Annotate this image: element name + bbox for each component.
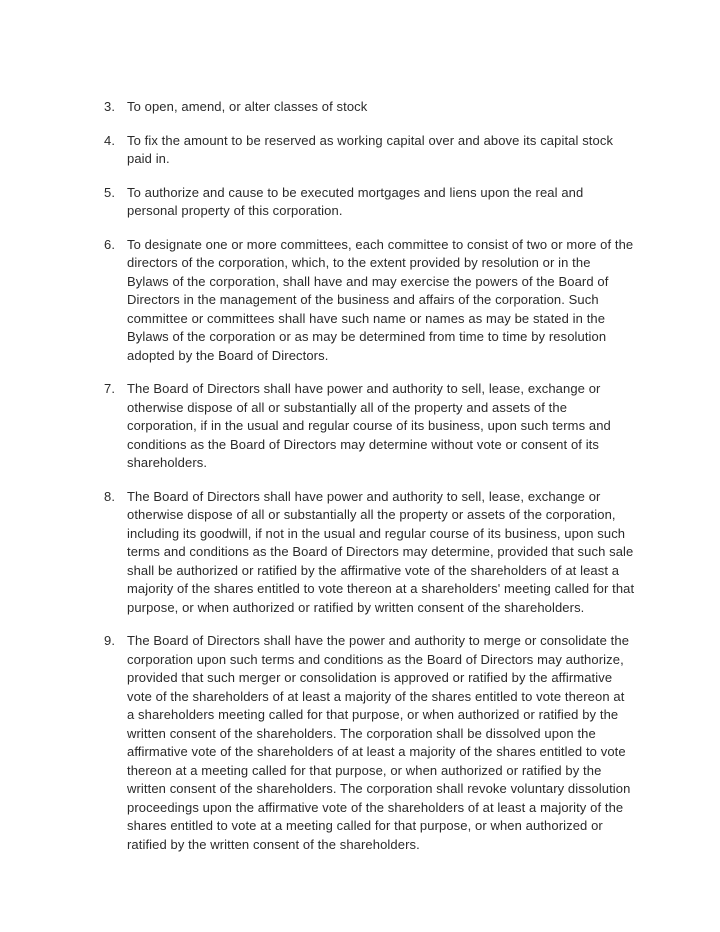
list-item: [104, 380, 638, 473]
list-item-text: To open, amend, or alter classes of stock: [127, 99, 368, 114]
list-item-text: To fix the amount to be reserved as working capital over and above its capital stock paid in.: [127, 132, 614, 166]
list-item-number: 7.: [104, 381, 116, 396]
list-item-text: To authorize and cause to be executed mortgages and liens upon the real and personal property of this corporation.: [127, 184, 584, 218]
list-item-number: 3.: [104, 99, 116, 114]
numbered-list: [104, 98, 638, 869]
list-item: [104, 98, 638, 117]
list-item-number: 6.: [104, 236, 116, 252]
list-item-number: 8.: [104, 488, 116, 504]
list-item-number: 5.: [104, 184, 116, 200]
list-item: [104, 488, 638, 618]
list-item-number: 4.: [104, 132, 116, 148]
list-item: [104, 632, 638, 854]
list-item-number: 9.: [104, 633, 116, 648]
list-item: [104, 184, 638, 221]
list-item-text: The Board of Directors shall have power and authority to sell, lease, exchange or otherwise dispose of all or substantially all of the property and assets of the corporation, if in the usual and regular course of its business, upon such terms and conditions as the Board of Directors may determine without vote or consent of its shareholders.: [127, 381, 611, 470]
list-item-text: The Board of Directors shall have the power and authority to merge or consolidate the corporation upon such terms and conditions as the Board of Directors may authorize, provided that such merger or consolidation is approved or ratified by the affirmative vote of the shareholders of at least a majority of the shares entitled to vote thereon at a shareholders meeting called for that purpose, or when authorized or ratified by the written consent of the shareholders. The corporation shall be dissolved upon the affirmative vote of the shareholders of at least a majority of the shares entitled to vote thereon at a meeting called for that purpose, or when authorized or ratified by the written consent of the shareholders. The corporation shall revoke voluntary dissolution proceedings upon the affirmative vote of the shareholders of at least a majority of the shares entitled to vote at a meeting called for that purpose, or when authorized or ratified by the written consent of the shareholders.: [127, 633, 631, 852]
list-item: [104, 236, 638, 366]
list-item-text: To designate one or more committees, each committee to consist of two or more of the directors of the corporation, which, to the extent provided by resolution or in the Bylaws of the corporation, shall have and may exercise the powers of the Board of Directors in the management of the business and affairs of the corporation. Such committee or committees shall have such name or names as may be stated in the Bylaws of the corporation or as may be determined from time to time by resolution adopted by the Board of Directors.: [127, 236, 634, 363]
list-item: [104, 132, 638, 169]
list-item-text: The Board of Directors shall have power and authority to sell, lease, exchange or otherwise dispose of all or substantially all the property or assets of the corporation, including its goodwill, if not in the usual and regular course of its business, upon such terms and conditions as the Board of Directors may determine, provided that such sale shall be authorized or ratified by the affirmative vote of the shareholders of at least a majority of the shares entitled to vote thereon at a shareholders' meeting called for that purpose, or when authorized or ratified by written consent of the shareholders.: [127, 488, 635, 615]
